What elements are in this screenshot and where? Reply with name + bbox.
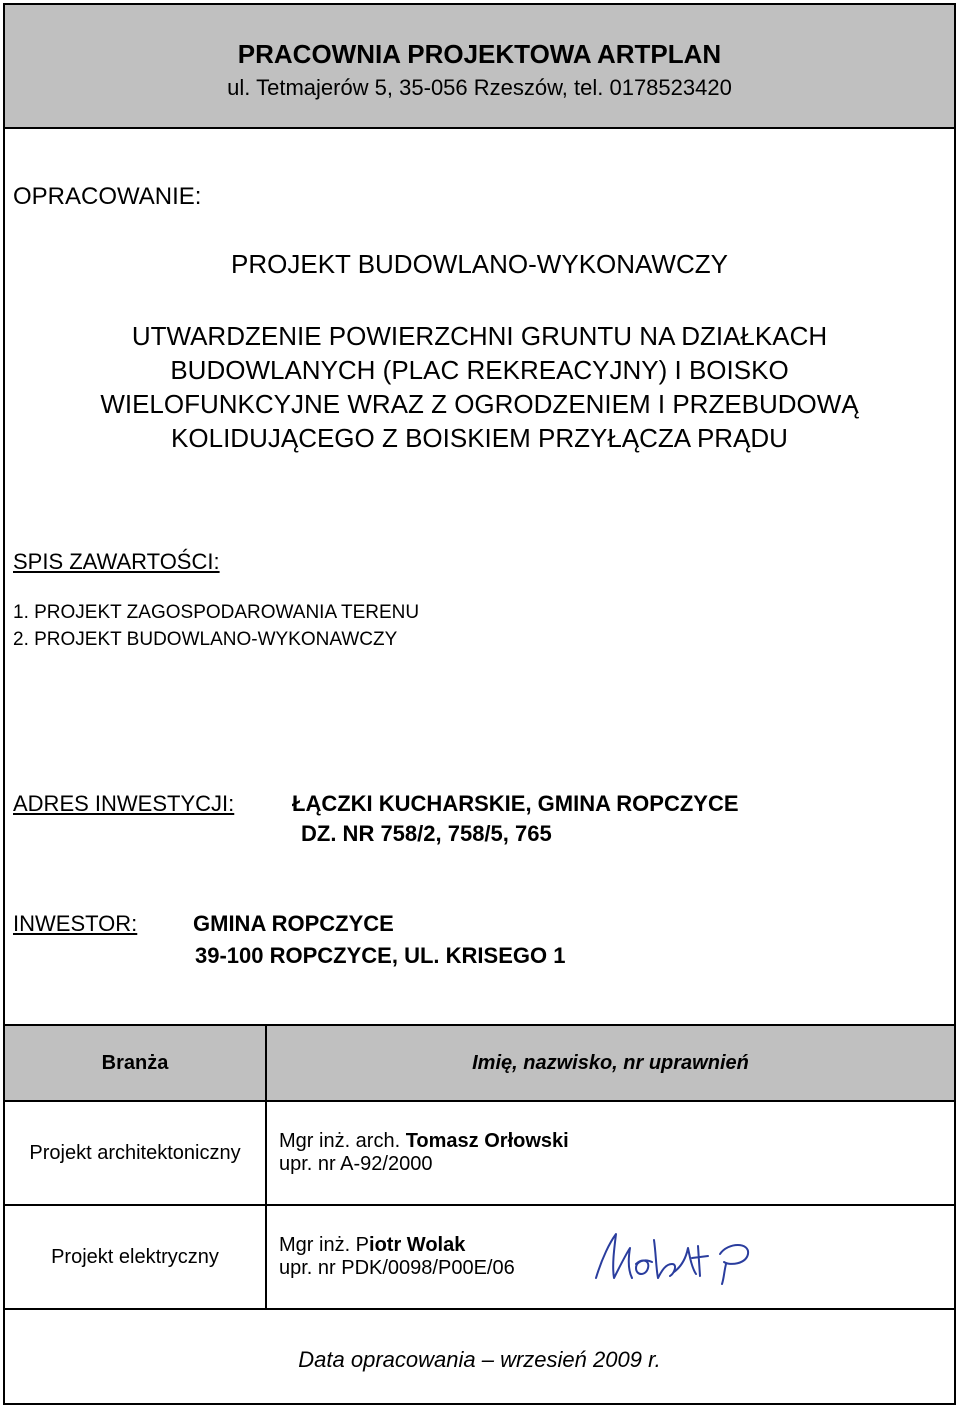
work-title-line-1: UTWARDZENIE POWIERZCHNI GRUNTU NA DZIAŁKACH bbox=[131, 321, 828, 351]
contents-item-1: 1. PROJEKT ZAGOSPODAROWANIA TERENU bbox=[13, 602, 420, 623]
work-title-line-2: BUDOWLANYCH (PLAC REKREACYJNY) I BOISKO bbox=[170, 355, 789, 385]
company-header bbox=[5, 5, 954, 129]
designer-prefix: Mgr inż. P bbox=[279, 1234, 370, 1256]
work-title-line-4: KOLIDUJĄCEGO Z BOISKIEM PRZYŁĄCZA PRĄDU bbox=[171, 423, 788, 453]
designer-license: upr. nr PDK/0098/P00E/06 bbox=[279, 1257, 515, 1279]
company-address: ul. Tetmajerów 5, 35-056 Rzeszów, tel. 0178523420 bbox=[227, 75, 732, 100]
designers-table bbox=[5, 1024, 954, 1410]
table-row bbox=[5, 1101, 954, 1205]
signature-image bbox=[592, 1228, 762, 1288]
table-row bbox=[5, 1205, 954, 1309]
designer-prefix: Mgr inż. arch. bbox=[279, 1130, 406, 1152]
designer-cell bbox=[266, 1205, 954, 1309]
designer-license: upr. nr A-92/2000 bbox=[279, 1153, 433, 1175]
col-designer-header: Imię, nazwisko, nr uprawnień bbox=[266, 1025, 954, 1101]
work-title-line-3: WIELOFUNKCYJNE WRAZ Z OGRODZENIEM I PRZEBUDOWĄ bbox=[100, 389, 859, 419]
branch-architecture: Projekt architektoniczny bbox=[5, 1101, 266, 1205]
title-page-frame bbox=[3, 3, 956, 1405]
designer-cell bbox=[266, 1101, 954, 1205]
investment-address-line-2: DZ. NR 758/2, 758/5, 765 bbox=[301, 821, 552, 846]
investor-label: INWESTOR: bbox=[13, 911, 138, 936]
investor-name: GMINA ROPCZYCE bbox=[193, 911, 394, 936]
designer-name: iotr Wolak bbox=[369, 1234, 466, 1256]
table-header-row bbox=[5, 1025, 954, 1101]
investment-label: ADRES INWESTYCJI: bbox=[13, 791, 235, 816]
designer-name: Tomasz Orłowski bbox=[405, 1130, 569, 1152]
investor-address: 39-100 ROPCZYCE, UL. KRISEGO 1 bbox=[195, 943, 566, 968]
preparation-date: Data opracowania – wrzesień 2009 r. bbox=[5, 1309, 954, 1410]
contents-label: SPIS ZAWARTOŚCI: bbox=[13, 549, 220, 574]
company-name: PRACOWNIA PROJEKTOWA ARTPLAN bbox=[237, 39, 722, 69]
work-label: OPRACOWANIE: bbox=[13, 183, 202, 210]
col-branch-header: Branża bbox=[5, 1025, 266, 1101]
work-type: PROJEKT BUDOWLANO-WYKONAWCZY bbox=[231, 249, 728, 279]
table-footer-row bbox=[5, 1309, 954, 1410]
contents-item-2: 2. PROJEKT BUDOWLANO-WYKONAWCZY bbox=[13, 629, 398, 650]
investment-address-line-1: ŁĄCZKI KUCHARSKIE, GMINA ROPCZYCE bbox=[292, 791, 739, 816]
branch-electrical: Projekt elektryczny bbox=[5, 1205, 266, 1309]
